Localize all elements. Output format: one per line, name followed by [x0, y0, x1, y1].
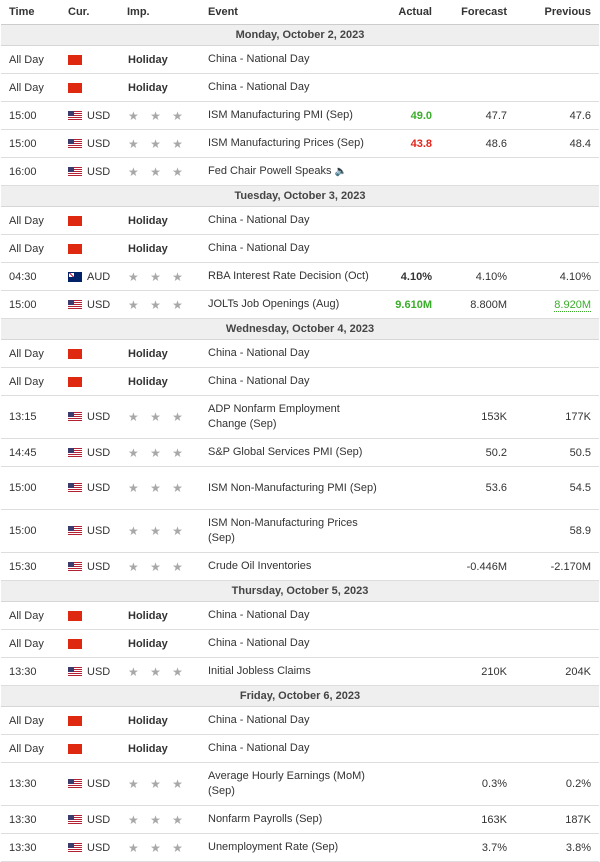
event-title[interactable]: China - National Day: [208, 242, 310, 254]
event-row[interactable]: [1, 46, 599, 74]
event-currency: [60, 158, 119, 186]
currency-code: USD: [87, 109, 111, 122]
event-time: 15:00: [1, 102, 60, 130]
importance-stars: ★ ★ ★: [119, 291, 200, 319]
holiday-label: Holiday: [119, 707, 200, 735]
event-time: All Day: [1, 340, 60, 368]
event-currency: [60, 806, 119, 834]
event-currency: [60, 439, 119, 467]
previous-value: 0.2%: [565, 778, 591, 790]
event-title[interactable]: ISM Non-Manufacturing PMI (Sep): [208, 481, 377, 494]
event-name[interactable]: [200, 235, 380, 263]
event-forecast: [440, 630, 515, 658]
us-flag-icon: [68, 667, 82, 677]
event-time: 13:30: [1, 834, 60, 862]
event-title[interactable]: Initial Jobless Claims: [208, 665, 311, 677]
previous-value: 204K: [565, 665, 591, 678]
currency-code: USD: [87, 411, 111, 423]
event-currency: [60, 630, 119, 658]
event-row[interactable]: [1, 235, 599, 263]
australia-flag-icon: [68, 272, 82, 282]
event-currency: [60, 834, 119, 862]
holiday-label: Holiday: [119, 368, 200, 396]
us-flag-icon: [68, 300, 82, 310]
event-time: 13:30: [1, 806, 60, 834]
event-previous: [515, 439, 599, 467]
event-title[interactable]: China - National Day: [208, 375, 310, 387]
event-actual: 43.8: [380, 130, 440, 158]
day-header-row: [1, 319, 599, 340]
event-time: All Day: [1, 602, 60, 630]
event-currency: [60, 602, 119, 630]
event-row[interactable]: [1, 158, 599, 186]
event-time: 13:30: [1, 658, 60, 686]
event-time: 15:00: [1, 467, 60, 510]
event-row[interactable]: [1, 630, 599, 658]
event-previous: [515, 630, 599, 658]
day-header-row: [1, 581, 599, 602]
event-actual: [380, 340, 440, 368]
event-name[interactable]: [200, 130, 380, 158]
us-flag-icon: [68, 412, 82, 422]
event-title[interactable]: China - National Day: [208, 81, 310, 93]
china-flag-icon: [68, 744, 82, 754]
us-flag-icon: [68, 483, 82, 493]
event-name[interactable]: [200, 207, 380, 235]
china-flag-icon: [68, 377, 82, 387]
event-name[interactable]: [200, 707, 380, 735]
day-label: Monday, October 2, 2023: [1, 25, 599, 46]
previous-value: 177K: [565, 411, 591, 423]
event-actual: [380, 368, 440, 396]
event-previous: [515, 340, 599, 368]
holiday-label: Holiday: [119, 235, 200, 263]
event-currency: [60, 291, 119, 319]
event-forecast: 153K: [440, 396, 515, 439]
event-currency: [60, 735, 119, 763]
us-flag-icon: [68, 562, 82, 572]
event-forecast: [440, 707, 515, 735]
event-actual: 4.10%: [380, 263, 440, 291]
event-actual: 49.0: [380, 102, 440, 130]
event-title[interactable]: Fed Chair Powell Speaks: [208, 165, 332, 177]
event-actual: [380, 806, 440, 834]
event-row[interactable]: [1, 130, 599, 158]
event-previous: [515, 368, 599, 396]
event-forecast: [440, 602, 515, 630]
event-currency: [60, 235, 119, 263]
event-currency: [60, 207, 119, 235]
event-forecast: [440, 340, 515, 368]
event-previous: [515, 707, 599, 735]
event-currency: [60, 368, 119, 396]
us-flag-icon: [68, 111, 82, 121]
event-row[interactable]: [1, 510, 599, 553]
importance-stars: ★ ★ ★: [119, 158, 200, 186]
event-name[interactable]: [200, 263, 380, 291]
event-time: All Day: [1, 630, 60, 658]
event-title[interactable]: Unemployment Rate (Sep): [208, 841, 339, 853]
event-forecast: [440, 510, 515, 553]
event-currency: [60, 553, 119, 581]
event-time: 16:00: [1, 158, 60, 186]
event-previous: [515, 235, 599, 263]
event-time: All Day: [1, 207, 60, 235]
event-previous: [515, 263, 599, 291]
event-currency: [60, 396, 119, 439]
importance-stars: ★ ★ ★: [119, 763, 200, 806]
event-actual: [380, 602, 440, 630]
event-title[interactable]: China - National Day: [208, 714, 310, 726]
day-header-row: [1, 686, 599, 707]
importance-stars: ★ ★ ★: [119, 439, 200, 467]
event-actual: [380, 467, 440, 510]
event-time: 04:30: [1, 263, 60, 291]
event-previous: [515, 291, 599, 319]
holiday-label: Holiday: [119, 207, 200, 235]
event-forecast: 4.10%: [440, 263, 515, 291]
holiday-label: Holiday: [119, 602, 200, 630]
event-forecast: [440, 74, 515, 102]
event-forecast: 0.3%: [440, 763, 515, 806]
event-title[interactable]: RBA Interest Rate Decision (Oct): [208, 270, 369, 282]
col-time[interactable]: Time: [1, 0, 60, 25]
event-title[interactable]: China - National Day: [208, 609, 310, 621]
event-time: 15:30: [1, 553, 60, 581]
header-row: [1, 0, 599, 25]
currency-code: AUD: [87, 270, 111, 283]
event-row[interactable]: [1, 763, 599, 806]
event-actual: [380, 158, 440, 186]
event-time: 13:30: [1, 763, 60, 806]
day-label: Tuesday, October 3, 2023: [1, 186, 599, 207]
event-actual: [380, 735, 440, 763]
event-name[interactable]: [200, 630, 380, 658]
event-name[interactable]: [200, 74, 380, 102]
currency-code: USD: [87, 165, 111, 178]
event-row[interactable]: [1, 806, 599, 834]
event-previous: [515, 602, 599, 630]
previous-value: 3.8%: [565, 841, 591, 854]
currency-code: USD: [87, 525, 111, 537]
event-title[interactable]: Crude Oil Inventories: [208, 560, 312, 572]
event-title[interactable]: China - National Day: [208, 53, 310, 65]
event-row[interactable]: [1, 102, 599, 130]
event-title[interactable]: China - National Day: [208, 637, 310, 649]
currency-code: USD: [87, 482, 111, 494]
event-actual: [380, 510, 440, 553]
holiday-label: Holiday: [119, 46, 200, 74]
event-title[interactable]: JOLTs Job Openings (Aug): [208, 298, 340, 310]
event-forecast: 48.6: [440, 130, 515, 158]
event-forecast: [440, 735, 515, 763]
currency-code: USD: [87, 560, 111, 573]
event-row[interactable]: [1, 467, 599, 510]
event-row[interactable]: [1, 207, 599, 235]
holiday-label: Holiday: [119, 735, 200, 763]
currency-code: USD: [87, 778, 111, 790]
event-row[interactable]: [1, 834, 599, 862]
event-actual: [380, 207, 440, 235]
previous-value: 8.920M: [554, 298, 591, 311]
event-row[interactable]: [1, 735, 599, 763]
event-actual: [380, 834, 440, 862]
event-name[interactable]: [200, 340, 380, 368]
event-previous: [515, 553, 599, 581]
col-event[interactable]: Event: [200, 0, 380, 25]
event-previous: [515, 806, 599, 834]
event-forecast: 8.800M: [440, 291, 515, 319]
event-currency: [60, 46, 119, 74]
event-previous: [515, 74, 599, 102]
china-flag-icon: [68, 244, 82, 254]
holiday-label: Holiday: [119, 630, 200, 658]
event-forecast: 50.2: [440, 439, 515, 467]
event-title[interactable]: China - National Day: [208, 214, 310, 226]
event-name[interactable]: [200, 368, 380, 396]
previous-value: -2.170M: [550, 560, 591, 573]
event-currency: [60, 263, 119, 291]
event-name[interactable]: [200, 658, 380, 686]
event-name[interactable]: [200, 46, 380, 74]
event-currency: [60, 102, 119, 130]
event-title[interactable]: ISM Non-Manufacturing Prices (Sep): [208, 517, 358, 544]
event-currency: [60, 467, 119, 510]
importance-stars: ★ ★ ★: [119, 806, 200, 834]
event-row[interactable]: [1, 602, 599, 630]
currency-code: USD: [87, 137, 111, 150]
day-header-row: [1, 186, 599, 207]
event-name[interactable]: [200, 467, 380, 510]
event-forecast: 163K: [440, 806, 515, 834]
event-name[interactable]: [200, 806, 380, 834]
col-previous[interactable]: Previous: [515, 0, 599, 25]
event-previous: [515, 763, 599, 806]
event-actual: [380, 630, 440, 658]
event-title[interactable]: Average Hourly Earnings (MoM) (Sep): [208, 770, 365, 797]
us-flag-icon: [68, 448, 82, 458]
previous-value: 187K: [565, 813, 591, 826]
event-actual: [380, 46, 440, 74]
event-name[interactable]: [200, 510, 380, 553]
previous-value: 47.6: [569, 109, 591, 122]
event-actual: 9.610M: [380, 291, 440, 319]
event-time: All Day: [1, 46, 60, 74]
event-title[interactable]: China - National Day: [208, 347, 310, 359]
event-time: All Day: [1, 235, 60, 263]
event-row[interactable]: [1, 74, 599, 102]
event-name[interactable]: [200, 291, 380, 319]
previous-value: 48.4: [569, 137, 591, 150]
event-actual: [380, 763, 440, 806]
importance-stars: ★ ★ ★: [119, 467, 200, 510]
event-currency: [60, 74, 119, 102]
importance-stars: ★ ★ ★: [119, 553, 200, 581]
previous-value: 54.5: [569, 482, 591, 494]
speaker-icon: 🔈: [334, 166, 347, 177]
event-currency: [60, 658, 119, 686]
event-row[interactable]: [1, 340, 599, 368]
china-flag-icon: [68, 83, 82, 93]
event-forecast: [440, 207, 515, 235]
event-forecast: [440, 235, 515, 263]
event-actual: [380, 553, 440, 581]
holiday-label: Holiday: [119, 340, 200, 368]
china-flag-icon: [68, 611, 82, 621]
event-forecast: [440, 158, 515, 186]
day-label: Friday, October 6, 2023: [1, 686, 599, 707]
event-name[interactable]: [200, 158, 380, 186]
currency-code: USD: [87, 665, 111, 678]
previous-value: 50.5: [569, 446, 591, 459]
event-forecast: [440, 368, 515, 396]
event-time: 15:00: [1, 130, 60, 158]
col-importance[interactable]: Imp.: [119, 0, 200, 25]
event-title[interactable]: China - National Day: [208, 742, 310, 754]
event-time: 14:45: [1, 439, 60, 467]
us-flag-icon: [68, 843, 82, 853]
event-time: 15:00: [1, 510, 60, 553]
us-flag-icon: [68, 139, 82, 149]
event-actual: [380, 74, 440, 102]
currency-code: USD: [87, 446, 111, 459]
us-flag-icon: [68, 167, 82, 177]
importance-stars: ★ ★ ★: [119, 658, 200, 686]
currency-code: USD: [87, 298, 111, 311]
event-previous: [515, 207, 599, 235]
event-actual: [380, 439, 440, 467]
event-title[interactable]: ISM Manufacturing PMI (Sep): [208, 109, 353, 121]
importance-stars: ★ ★ ★: [119, 263, 200, 291]
event-name[interactable]: [200, 553, 380, 581]
event-row[interactable]: [1, 396, 599, 439]
event-row[interactable]: [1, 263, 599, 291]
us-flag-icon: [68, 779, 82, 789]
event-time: 13:15: [1, 396, 60, 439]
event-name[interactable]: [200, 102, 380, 130]
china-flag-icon: [68, 55, 82, 65]
event-time: All Day: [1, 368, 60, 396]
economic-calendar-table: [1, 0, 599, 862]
event-title[interactable]: ADP Nonfarm Employment Change (Sep): [208, 403, 340, 430]
event-actual: [380, 658, 440, 686]
event-forecast: 47.7: [440, 102, 515, 130]
us-flag-icon: [68, 815, 82, 825]
event-time: 15:00: [1, 291, 60, 319]
event-currency: [60, 510, 119, 553]
importance-stars: ★ ★ ★: [119, 130, 200, 158]
us-flag-icon: [68, 526, 82, 536]
event-previous: [515, 658, 599, 686]
previous-value: 4.10%: [559, 270, 591, 283]
day-label: Wednesday, October 4, 2023: [1, 319, 599, 340]
event-previous: [515, 158, 599, 186]
event-previous: [515, 510, 599, 553]
event-forecast: 53.6: [440, 467, 515, 510]
importance-stars: ★ ★ ★: [119, 834, 200, 862]
event-time: All Day: [1, 74, 60, 102]
event-forecast: 3.7%: [440, 834, 515, 862]
col-currency[interactable]: Cur.: [60, 0, 119, 25]
day-header-row: [1, 25, 599, 46]
event-forecast: -0.446M: [440, 553, 515, 581]
holiday-label: Holiday: [119, 74, 200, 102]
importance-stars: ★ ★ ★: [119, 396, 200, 439]
currency-code: USD: [87, 813, 111, 826]
event-row[interactable]: [1, 553, 599, 581]
event-name[interactable]: [200, 763, 380, 806]
event-forecast: [440, 46, 515, 74]
event-actual: [380, 235, 440, 263]
event-title[interactable]: ISM Manufacturing Prices (Sep): [208, 137, 364, 149]
event-time: All Day: [1, 707, 60, 735]
importance-stars: ★ ★ ★: [119, 102, 200, 130]
event-row[interactable]: [1, 291, 599, 319]
china-flag-icon: [68, 716, 82, 726]
event-row[interactable]: [1, 707, 599, 735]
event-currency: [60, 707, 119, 735]
event-currency: [60, 763, 119, 806]
day-label: Thursday, October 5, 2023: [1, 581, 599, 602]
event-actual: [380, 396, 440, 439]
event-time: All Day: [1, 735, 60, 763]
event-row[interactable]: [1, 368, 599, 396]
event-row[interactable]: [1, 658, 599, 686]
event-previous: [515, 46, 599, 74]
china-flag-icon: [68, 349, 82, 359]
event-previous: [515, 834, 599, 862]
event-currency: [60, 340, 119, 368]
event-name[interactable]: [200, 396, 380, 439]
event-previous: [515, 735, 599, 763]
previous-value: 58.9: [569, 525, 591, 537]
china-flag-icon: [68, 216, 82, 226]
event-actual: [380, 707, 440, 735]
event-previous: [515, 467, 599, 510]
event-name[interactable]: [200, 834, 380, 862]
event-name[interactable]: [200, 439, 380, 467]
col-forecast[interactable]: Forecast: [440, 0, 515, 25]
event-name[interactable]: [200, 602, 380, 630]
china-flag-icon: [68, 639, 82, 649]
event-forecast: 210K: [440, 658, 515, 686]
event-previous: [515, 130, 599, 158]
event-currency: [60, 130, 119, 158]
event-title[interactable]: Nonfarm Payrolls (Sep): [208, 813, 323, 825]
event-previous: [515, 102, 599, 130]
event-row[interactable]: [1, 439, 599, 467]
currency-code: USD: [87, 841, 111, 854]
event-previous: [515, 396, 599, 439]
event-name[interactable]: [200, 735, 380, 763]
importance-stars: ★ ★ ★: [119, 510, 200, 553]
event-title[interactable]: S&P Global Services PMI (Sep): [208, 446, 363, 458]
col-actual[interactable]: Actual: [380, 0, 440, 25]
